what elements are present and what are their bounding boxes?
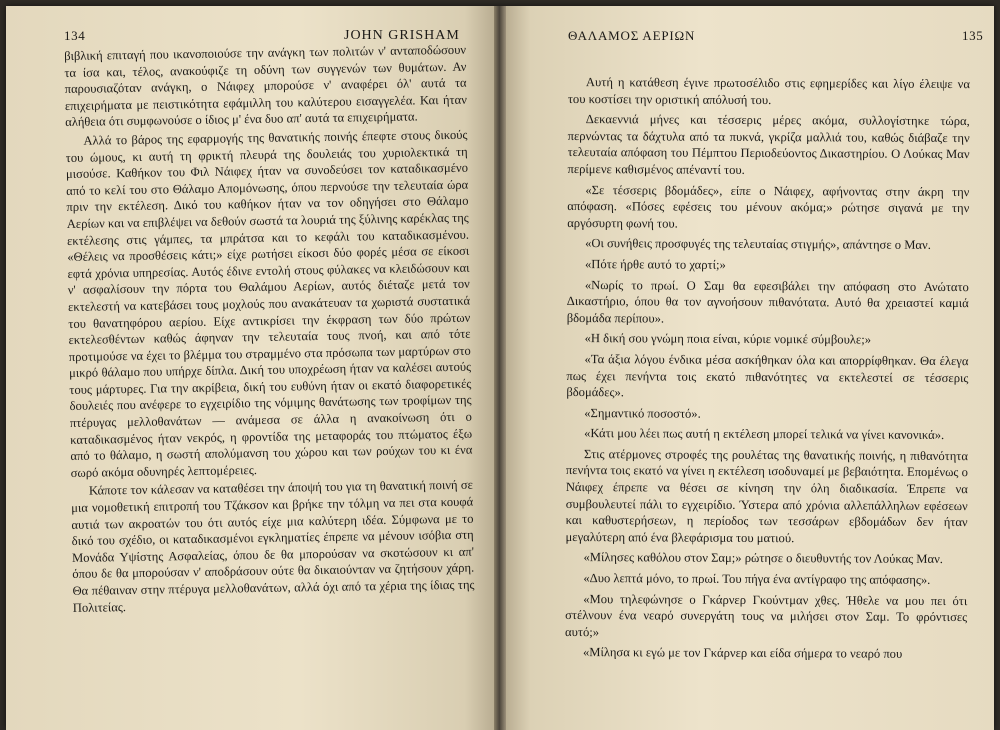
paragraph: «Σε τέσσερις βδομάδες», είπε ο Νάιφεχ, αφήνοντας στην άκρη την απόφαση. «Πόσες εφέσεις του μένουν ακόμα;» ρώτησε σιγανά με την αργόσυρτη φωνή του. bbox=[567, 182, 970, 231]
paragraph: «Δυο λεπτά μόνο, το πρωί. Του πήγα ένα αντίγραφο της απόφασης». bbox=[583, 571, 931, 587]
paragraph: «Μίλησα κι εγώ με τον Γκάρνερ και είδα σήμερα το νεαρό που bbox=[582, 645, 903, 662]
paragraph: «Νωρίς το πρωί. Ο Σαμ θα εφεσιβάλει την απόφαση στο Ανώτατο Δικαστήριο, όπου θα τον αγνοήσουν πιθανότατα. Αυτό θα χρειαστεί καμιά βδομάδα περίπου». bbox=[566, 277, 969, 326]
paragraph: βιβλική επιταγή που ικανοποιούσε την ανάγκη των πολιτών ν' ανταποδώσουν τα ίσα και, τέλος, ανακούφιζε τη οδύνη των συγγενών των θυμάτων. Αν παρουσιαζόταν ανάγκη, ο Νάιφεχ μπορούσε ν' αναφέρει όλ' αυτά τα επιχειρήματα με πειστικότητα εφάμιλλη του καλύτερου εισαγγελέα. Και ήταν αλήθεια ότι συμφωνούσε ο ίδιος μ' ένα δυο απ' αυτά τα επιχειρήματα. bbox=[64, 42, 467, 130]
left-page bbox=[6, 6, 494, 730]
paragraph: «Μίλησες καθόλου στον Σαμ;» ρώτησε ο διευθυντής τον Λούκας Μαν. bbox=[583, 550, 944, 567]
page-number: 134 bbox=[64, 28, 86, 43]
paragraph: «Η δική σου γνώμη ποια είναι, κύριε νομικέ σύμβουλε;» bbox=[584, 331, 872, 347]
paragraph: «Μου τηλεφώνησε ο Γκάρνερ Γκούντμαν χθες. Ήθελε να μου πει ότι στέλνουν ένα νεαρό συνεργάτη τους να μιλήσει στον Σαμ. Το φρόντισες αυτό;» bbox=[565, 591, 968, 639]
paragraph: Αυτή η κατάθεση έγινε πρωτοσέλιδο στις εφημερίδες και λίγο έλειψε να του κοστίσει την οριστική απόλυσή του. bbox=[567, 75, 970, 107]
book-spine bbox=[494, 6, 506, 730]
paragraph: «Κάτι μου λέει πως αυτή η εκτέλεση μπορεί τελικά να γίνει κανονικά». bbox=[584, 426, 945, 443]
running-head: ΘΑΛΑΜΟΣ ΑΕΡΙΩΝ bbox=[568, 28, 696, 43]
running-head: JOHN GRISHAM bbox=[344, 28, 460, 43]
page-number: 135 bbox=[962, 28, 984, 43]
paragraph: Αλλά το βάρος της εφαρμογής της θανατικής ποινής έπεφτε στους δικούς του ώμους, κι αυτή τη φρικτή πλευρά της δουλειάς του χυριολεκτικά τη μισούσε. Καθήκον του Φιλ Νάιφεχ ήταν να συνοδεύσει τον καταδικασμένο από το κελί του στο Θάλαμο Απομόνωσης, όπου περνούσε την τελευταία ώρα πριν την εκτέλεση. Δικό του καθήκον ήταν να τον οδηγήσει στο Θάλαμο Αερίων και να επιβλέψει να δεθούν σωστά τα λουριά της ξύλινης καρέκλας της εκτέλεσης στις γάμπες, τα μπράτσα και το κεφάλι του καταδικασμένου. «Θέλεις να προσθέσεις κάτι;» είχε ρωτήσει είκοσι δύο φορές μέσα σε είκοσι εφτά χρόνια υπηρεσίας. Αυτός έδινε εντολή στους φύλακες να κλειδώσουν και ν' ασφαλίσουν την πόρτα του Θαλάμου Αερίων, αυτός διέταζε μετά τον εκτελεστή να κατεβάσει τους μοχλούς που ανακάτευαν τα χωριστά συστατικά του θανατηφόρου αερίου. Είχε αντικρίσει την έκφραση των δύο πρώτων εκτελεσθέντων καθώς άφηναν την τελευταία τους πνοή, και από τότε προτιμούσε να έχει το βλέμμα του στραμμένο στα πρόσωπα των μαρτύρων στο μικρό θάλαμο που υπήρχε δίπλα. Δική του υποχρέωση ήταν να καλέσει αυτούς τους μάρτυρες. Για την ακρίβεια, δική του ευθύνη ήταν οι εκατό διαφορετικές δουλειές που ανέφερε το εγχειρίδιο της νόμιμης θανάτωσης των τροφίμων της πτέρυγας μελλοθανάτων — ανάμεσα σε άλλα η ανακοίνωση ότι ο καταδικασμένος ήταν νεκρός, η φροντίδα της μεταφοράς του πτώματος έξω από το θάλαμο, η σωστή απολύμανση του χώρου και των ρούχων του κι ένα σωρό ακόμα οδυνηρές λεπτομέρειες. bbox=[65, 127, 473, 480]
paragraph: Στις ατέρμονες στροφές της ρουλέτας της θανατικής ποινής, η πιθανότητα πενήντα τοις εκατό να γίνει η εκτέλεση ισοδυναμεί με βεβαιότητα. Επομένως ο Νάιφεχ έπρεπε να θέσει σε κίνηση την όλη διαδικασία. Έπρεπε να συμβουλευτεί πάλι το εγχειρίδιο. Ύστερα από χρόνια αλλεπάλληλων εφέσεων και καθυστερήσεων, η περίοδος των τεσσάρων εβδομάδων δεν ήταν μεγαλύτερη από ένα βλεφάρισμα του ματιού. bbox=[565, 446, 969, 546]
page-body bbox=[565, 74, 970, 667]
right-page bbox=[506, 6, 994, 730]
paragraph: «Τα άξια λόγου ένδικα μέσα ασκήθηκαν όλα και απορρίφθηκαν. Θα έλεγα πως έχει πενήντα τοις εκατό πιθανότητες να εκτελεστεί σε τέσσερις βδομάδες». bbox=[566, 351, 969, 400]
paragraph: «Σημαντικό ποσοστό». bbox=[584, 405, 701, 421]
paragraph: «Πότε ήρθε αυτό το χαρτί;» bbox=[584, 257, 726, 272]
page-body bbox=[64, 42, 475, 618]
paragraph: Δεκαεννιά μήνες και τέσσερις μέρες ακόμα, συλλογίστηκε τώρα, περνώντας τα δάχτυλα από τα πυκνά, γκρίζα μαλλιά του, καθώς διάβαζε την τελευταία απόφαση του Πέμπτου Περιοδεύοντος Δικαστηρίου. Ο Λούκας Μαν περίμενε καθισμένος απέναντί του. bbox=[567, 112, 970, 177]
paragraph: Κάποτε τον κάλεσαν να καταθέσει την άποψή του για τη θανατική ποινή σε μια νομοθετική επιτροπή του Τζάκσον και βρήκε την τόλμη να πει στα κουφά αυτιά των ακροατών του ότι αυτός είχε μια καλύτερη ιδέα. Σύμφωνα με το δικό του σχέδιο, οι καταδικασμένοι εγκληματίες έπρεπε να μένουν ισόβια στη Μονάδα Υψίστης Ασφαλείας, όπου δε θα μπορούσαν να σκοτώσουν κι απ' όπου δε θα μπορούσαν ν' αποδράσουν ούτε θα δικαιούνταν να ζητήσουν χάρη. Θα πέθαιναν στην πτέρυγα μελλοθανάτων, αλλά όχι από τα χέρια της ίδιας της Πολιτείας. bbox=[71, 478, 475, 615]
paragraph: «Οι συνήθεις προσφυγές της τελευταίας στιγμής», απάντησε ο Μαν. bbox=[585, 236, 931, 253]
open-book bbox=[6, 6, 994, 730]
